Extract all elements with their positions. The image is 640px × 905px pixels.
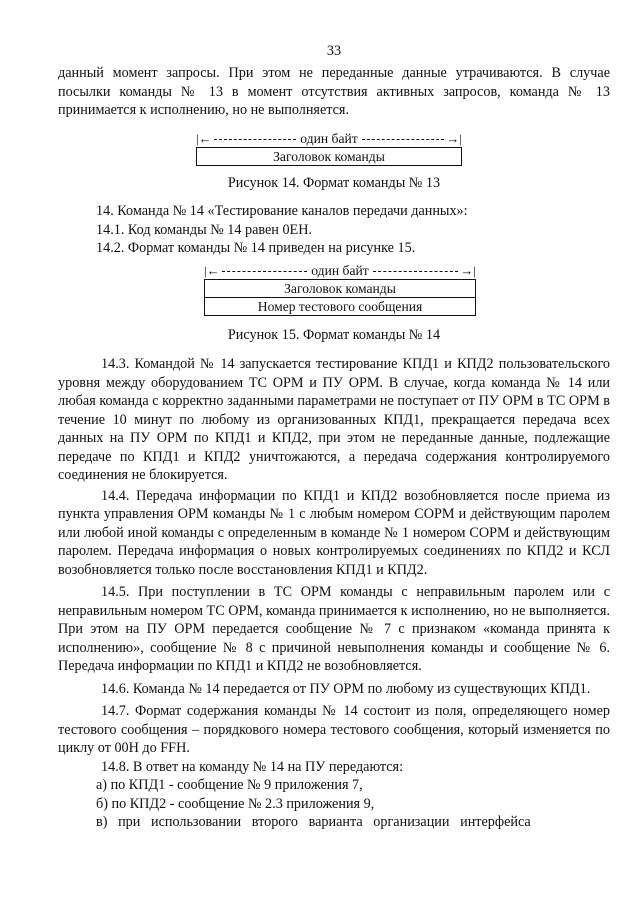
list-item-b: б) по КПД2 - сообщение № 2.3 приложения 9, <box>96 795 375 812</box>
byte-label: один байт <box>311 263 369 279</box>
section-14-intro <box>58 202 610 258</box>
body-text <box>58 355 610 832</box>
para-14-6: 14.6. Команда № 14 передается от ПУ ОРМ по любому из существующих КПД1. <box>101 680 591 697</box>
para-14-1: 14.1. Код команды № 14 равен 0ЕН. <box>96 221 313 238</box>
byte-width-ruler <box>204 264 476 279</box>
figure-15-diagram <box>204 264 476 316</box>
arrow-left-icon: |← <box>204 263 220 279</box>
para-14-7: 14.7. Формат содержания команды № 14 состоит из поля, определяющего номер тестового сообщения – порядкового номера тестового сообщения, который изменяется по циклу от 00Н до FFH. <box>58 703 610 756</box>
intro-paragraph: данный момент запросы. При этом не переданные данные утрачиваются. В случае посылки команды № 13 в момент отсутствия активных запросов, команда № 13 принимается к исполнению, но не выполняется. <box>58 65 610 118</box>
para-14-4: 14.4. Передача информации по КПД1 и КПД2 возобновляется после приема из пункта управления ОРМ команды № 1 с любым номером СОРМ и действующим паролем или любой иной команды с определенным в команде № 1 номером СОРМ и действующим паролем. Передача информация о новых контролируемых соединениях по КПД2 и КСЛ возобновляется только после восстановления КПД1 и КПД2. <box>58 487 610 578</box>
arrow-left-icon: |← <box>196 131 212 147</box>
list-item-v: в) при использовании второго варианта организации интерфейса <box>96 814 531 830</box>
byte-label: один байт <box>300 131 358 147</box>
figure-14-caption: Рисунок 14. Формат команды № 13 <box>227 175 441 191</box>
arrow-right-icon: →| <box>460 263 476 279</box>
para-14-2: 14.2. Формат команды № 14 приведен на рисунке 15. <box>96 240 416 256</box>
page-number: 33 <box>326 43 342 59</box>
byte-width-ruler <box>196 132 462 147</box>
arrow-right-icon: →| <box>446 131 462 147</box>
para-14-3: 14.3. Командой № 14 запускается тестирование КПД1 и КПД2 пользовательского уровня между оборудованием ТС ОРМ и ПУ ОРМ. В случае, когда команда № 14 или любая команда с корректно заданными параметрами не поступает от ПУ ОРМ в ТС ОРМ в течение 10 минут по любому из организованных КПД1, прекращается передача всех данных на ПУ ОРМ по КПД1 и КПД2, при этом не переданные данные, подлежащие передаче по КПД1 и КПД2 уничтожаются, а передача содержания контролируемого соединения не блокируется. <box>58 356 610 483</box>
command-header-field: Заголовок команды <box>204 279 476 298</box>
test-message-number-field: Номер тестового сообщения <box>204 298 476 316</box>
command-header-field: Заголовок команды <box>196 147 462 166</box>
figure-14-diagram <box>196 132 462 166</box>
section-14-heading: 14. Команда № 14 «Тестирование каналов передачи данных»: <box>96 203 468 219</box>
para-14-5: 14.5. При поступлении в ТС ОРМ команды с неправильным паролем или с неправильным номером ТС ОРМ, команда принимается к исполнению, но не выполняется. При этом на ПУ ОРМ передается сообщение № 7 с признаком «команда принята к исполнению», сообщение № 8 с причиной невыполнения команды и сообщение № 6. Передача информации по КПД1 и КПД2 не возобновляется. <box>58 584 610 674</box>
list-item-a: а) по КПД1 - сообщение № 9 приложения 7, <box>96 777 363 793</box>
para-14-8: 14.8. В ответ на команду № 14 на ПУ передаются: <box>101 758 404 775</box>
figure-15-caption: Рисунок 15. Формат команды № 14 <box>227 327 441 343</box>
